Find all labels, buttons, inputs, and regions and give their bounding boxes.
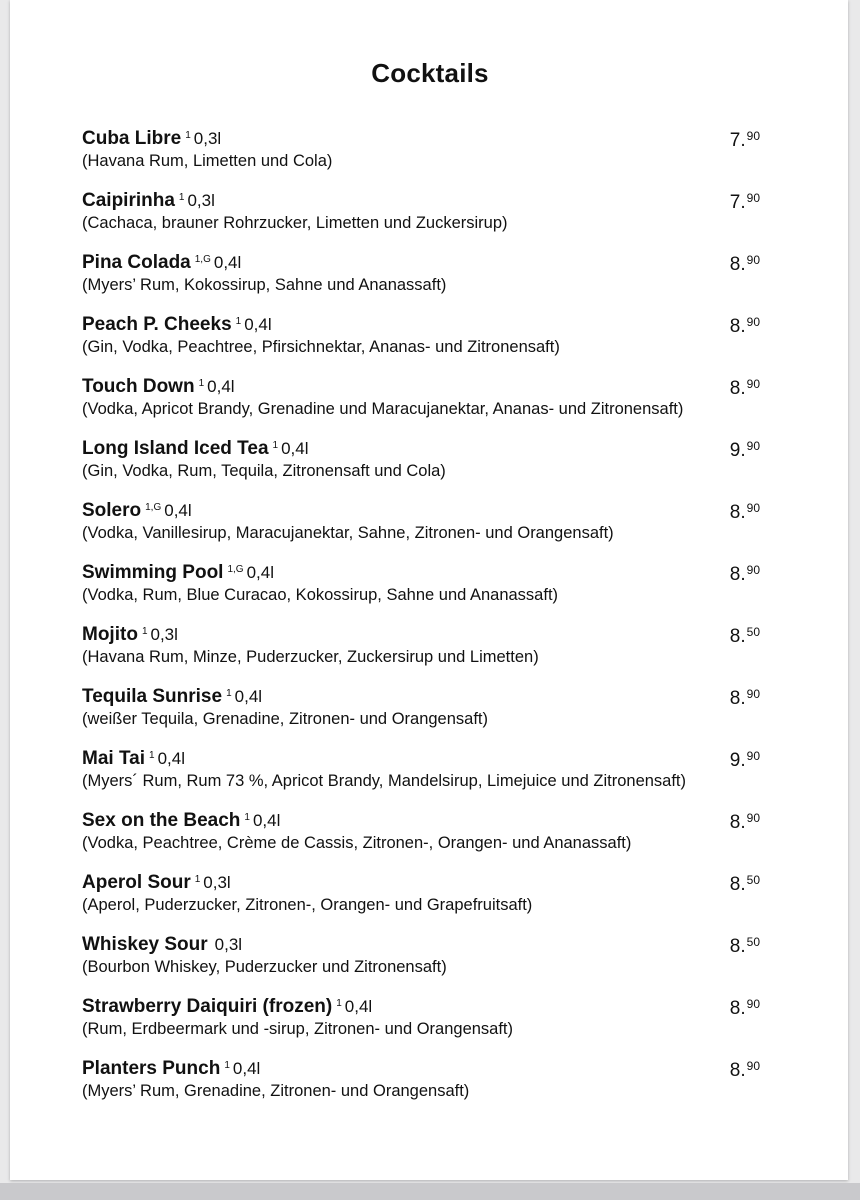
price-cents: 90 xyxy=(746,811,760,825)
price-cents: 90 xyxy=(746,749,760,763)
price-euros: 8. xyxy=(729,626,746,647)
cocktail-name: Tequila Sunrise xyxy=(82,686,223,707)
price-cents: 90 xyxy=(746,253,760,267)
cocktail-name: Mai Tai xyxy=(82,748,145,769)
menu-item-header xyxy=(82,620,762,647)
serving-size: 0,3l xyxy=(214,935,243,954)
additive-footnote: 1 xyxy=(226,688,232,699)
serving-size: 0,4l xyxy=(344,997,373,1016)
ingredients-description: (Vodka, Peachtree, Crème de Cassis, Zitronen-, Orangen- und Ananassaft) xyxy=(82,834,632,852)
price-euros: 8. xyxy=(729,874,746,895)
price-cents: 90 xyxy=(746,997,760,1011)
price-cents: 90 xyxy=(746,315,760,329)
menu-item xyxy=(82,992,762,1040)
ingredients-description: (Rum, Erdbeermark und -sirup, Zitronen- und Orangensaft) xyxy=(82,1020,514,1038)
serving-size: 0,4l xyxy=(207,377,235,396)
menu-item xyxy=(82,1054,762,1102)
price xyxy=(730,248,760,277)
cocktail-name: Swimming Pool xyxy=(82,562,224,583)
menu-item-header xyxy=(82,992,762,1019)
menu-item-header xyxy=(82,930,762,957)
cocktail-name: Strawberry Daiquiri (frozen) xyxy=(82,996,333,1017)
price xyxy=(730,806,760,835)
price-euros: 8. xyxy=(729,936,746,957)
ingredients-description: (Vodka, Rum, Blue Curacao, Kokossirup, Sahne und Ananassaft) xyxy=(82,586,559,604)
menu-item xyxy=(82,930,762,978)
menu-item xyxy=(82,186,762,234)
price xyxy=(730,682,760,711)
cocktail-name: Whiskey Sour xyxy=(82,934,208,955)
menu-item xyxy=(82,310,762,358)
additive-footnote: 1 xyxy=(336,998,342,1009)
additive-footnote: 1 xyxy=(235,316,242,327)
price xyxy=(730,744,760,773)
menu-item-header xyxy=(82,868,762,895)
menu-item-header xyxy=(82,496,762,523)
menu-item-header xyxy=(82,682,762,709)
price-cents: 90 xyxy=(746,377,760,391)
bottom-scroll-strip xyxy=(0,1183,860,1200)
page-title: Cocktails xyxy=(371,58,489,88)
price-euros: 9. xyxy=(729,440,746,461)
ingredients-description: (Gin, Vodka, Rum, Tequila, Zitronensaft und Cola) xyxy=(82,462,446,480)
serving-size: 0,3l xyxy=(193,129,222,148)
menu-item-header xyxy=(82,434,762,461)
price xyxy=(730,310,760,339)
serving-size: 0,4l xyxy=(232,1059,261,1078)
price-cents: 90 xyxy=(746,191,760,205)
price-cents: 90 xyxy=(746,129,760,143)
serving-size: 0,4l xyxy=(157,749,185,768)
price-cents: 50 xyxy=(746,935,760,949)
menu-item-header xyxy=(82,248,762,275)
ingredients-description: (Havana Rum, Limetten und Cola) xyxy=(82,152,333,170)
serving-size: 0,4l xyxy=(252,811,281,830)
price-cents: 90 xyxy=(746,1059,760,1073)
price xyxy=(730,620,760,649)
price-euros: 8. xyxy=(729,1060,746,1081)
menu-item-header xyxy=(82,744,762,771)
price-euros: 8. xyxy=(729,502,746,523)
price-euros: 7. xyxy=(729,130,746,151)
cocktail-list xyxy=(82,124,762,1116)
price-cents: 90 xyxy=(746,501,760,515)
ingredients-description: (Vodka, Apricot Brandy, Grenadine und Maracujanektar, Ananas- und Zitronensaft) xyxy=(82,400,684,418)
price xyxy=(730,496,760,525)
menu-item-header xyxy=(82,372,762,399)
price xyxy=(730,124,760,153)
menu-item xyxy=(82,682,762,730)
cocktail-name: Planters Punch xyxy=(82,1058,221,1079)
additive-footnote: 1,G xyxy=(194,254,211,265)
additive-footnote: 1 xyxy=(224,1060,230,1071)
additive-footnote: 1 xyxy=(149,750,155,761)
serving-size: 0,4l xyxy=(213,253,242,272)
price xyxy=(730,372,760,401)
ingredients-description: (Cachaca, brauner Rohrzucker, Limetten und Zuckersirup) xyxy=(82,214,508,232)
menu-item xyxy=(82,124,762,172)
serving-size: 0,3l xyxy=(187,191,215,210)
ingredients-description: (Myers’ Rum, Kokossirup, Sahne und Ananassaft) xyxy=(82,276,447,294)
price-euros: 8. xyxy=(729,378,746,399)
price xyxy=(730,1054,760,1083)
menu-item-header xyxy=(82,186,762,213)
price-euros: 8. xyxy=(729,564,746,585)
serving-size: 0,4l xyxy=(244,315,272,334)
cocktail-name: Solero xyxy=(82,500,142,521)
serving-size: 0,4l xyxy=(281,439,309,458)
additive-footnote: 1 xyxy=(141,626,148,637)
price xyxy=(730,186,760,215)
price-euros: 9. xyxy=(729,750,746,771)
additive-footnote: 1 xyxy=(194,874,201,885)
cocktail-name: Cuba Libre xyxy=(82,128,182,149)
menu-item-header xyxy=(82,806,762,833)
price-cents: 90 xyxy=(746,687,760,701)
cocktail-name: Pina Colada xyxy=(82,252,191,273)
ingredients-description: (Myers’ Rum, Grenadine, Zitronen- und Orangensaft) xyxy=(82,1082,470,1100)
menu-item xyxy=(82,558,762,606)
price-euros: 8. xyxy=(729,998,746,1019)
cocktail-name: Caipirinha xyxy=(82,190,175,211)
ingredients-description: (Aperol, Puderzucker, Zitronen-, Orangen- und Grapefruitsaft) xyxy=(82,896,533,914)
serving-size: 0,3l xyxy=(203,873,231,892)
menu-item xyxy=(82,744,762,792)
menu-item xyxy=(82,372,762,420)
menu-item xyxy=(82,868,762,916)
additive-footnote: 1 xyxy=(185,130,191,141)
additive-footnote: 1 xyxy=(244,812,250,823)
price-euros: 8. xyxy=(729,316,746,337)
cocktail-name: Sex on the Beach xyxy=(82,810,241,831)
cocktail-name: Touch Down xyxy=(82,376,195,397)
menu-item-header xyxy=(82,124,762,151)
price xyxy=(730,868,760,897)
price-cents: 50 xyxy=(746,625,760,639)
menu-item-header xyxy=(82,558,762,585)
ingredients-description: (weißer Tequila, Grenadine, Zitronen- und Orangensaft) xyxy=(82,710,488,728)
price xyxy=(730,992,760,1021)
serving-size: 0,4l xyxy=(164,501,192,520)
additive-footnote: 1 xyxy=(198,378,205,389)
cocktail-name: Peach P. Cheeks xyxy=(82,314,232,335)
price-euros: 7. xyxy=(729,192,746,213)
price xyxy=(730,434,760,463)
price-euros: 8. xyxy=(729,688,746,709)
menu-item-header xyxy=(82,1054,762,1081)
price-euros: 8. xyxy=(729,812,746,833)
price-euros: 8. xyxy=(729,254,746,275)
price xyxy=(730,558,760,587)
price xyxy=(730,930,760,959)
price-cents: 50 xyxy=(746,873,760,887)
menu-item xyxy=(82,434,762,482)
additive-footnote: 1 xyxy=(272,440,279,451)
price-cents: 90 xyxy=(746,439,760,453)
menu-item xyxy=(82,806,762,854)
additive-footnote: 1,G xyxy=(227,564,244,575)
cocktail-name: Long Island Iced Tea xyxy=(82,438,269,459)
menu-item-header xyxy=(82,310,762,337)
serving-size: 0,4l xyxy=(246,563,274,582)
ingredients-description: (Gin, Vodka, Peachtree, Pfirsichnektar, Ananas- und Zitronensaft) xyxy=(82,338,560,356)
ingredients-description: (Bourbon Whiskey, Puderzucker und Zitronensaft) xyxy=(82,958,447,976)
serving-size: 0,3l xyxy=(150,625,178,644)
menu-item xyxy=(82,620,762,668)
additive-footnote: 1 xyxy=(178,192,185,203)
additive-footnote: 1,G xyxy=(145,502,162,513)
cocktail-name: Aperol Sour xyxy=(82,872,191,893)
price-cents: 90 xyxy=(746,563,760,577)
cocktail-name: Mojito xyxy=(82,624,138,645)
ingredients-description: (Havana Rum, Minze, Puderzucker, Zuckersirup und Limetten) xyxy=(82,648,539,666)
menu-item xyxy=(82,248,762,296)
ingredients-description: (Vodka, Vanillesirup, Maracujanektar, Sahne, Zitronen- und Orangensaft) xyxy=(82,524,614,542)
ingredients-description: (Myers´ Rum, Rum 73 %, Apricot Brandy, Mandelsirup, Limejuice und Zitronensaft) xyxy=(82,772,687,790)
serving-size: 0,4l xyxy=(234,687,263,706)
menu-item xyxy=(82,496,762,544)
